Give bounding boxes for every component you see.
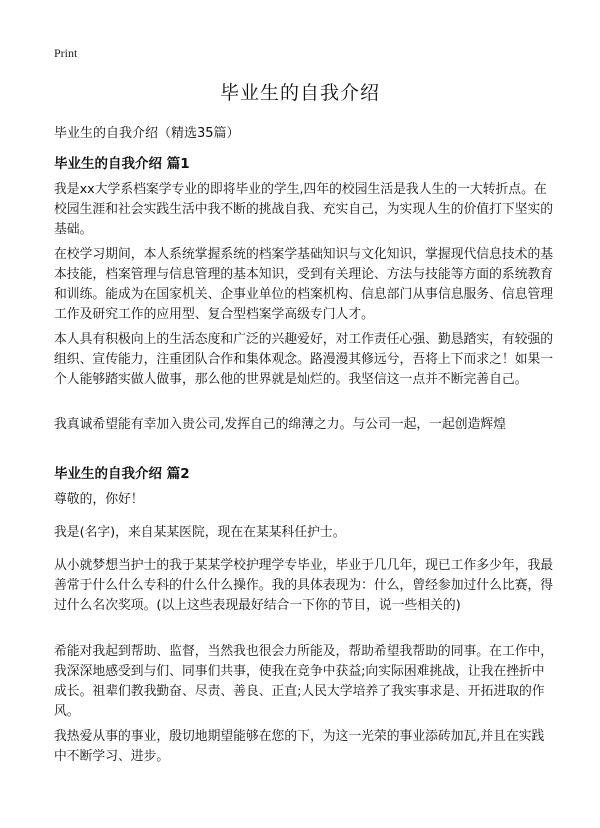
section-2-paragraph-4: 希能对我起到帮助、监督，当然我也很会力所能及，帮助希望我帮助的同事。在工作中，我深深地感受到与们、同事们共事，使我在竞争中获益;向实际困难挑战，让我在挫折中成长。祖辈们教我勤奋、尽责、善良、正直;人民大学培养了我实事求是、开拓进取的作风。 xyxy=(54,644,554,719)
section-1-paragraph-1: 我是xx大学系档案学专业的即将毕业的学生,四年的校园生活是我人生的一大转折点。在校园生涯和社会实践生活中我不断的挑战自我、充实自己，为实现人生的价值打下坚实的基础。 xyxy=(54,182,554,237)
print-link[interactable]: Print xyxy=(54,46,78,60)
section-2-paragraph-5: 我热爱从事的事业，殷切地期望能够在您的下，为这一光荣的事业添砖加瓦,并且在实践中不断学习、进步。 xyxy=(54,729,545,764)
section-2-paragraph-2: 我是(名字)，来自某某医院，现在在某某科任护士。 xyxy=(54,525,346,540)
page-title: 毕业生的自我介绍 xyxy=(219,82,380,104)
section-2-paragraph-3: 从小就梦想当护士的我于某某学校护理学专毕业，毕业于几几年，现已工作多少年，我最善常于什么什么专科的什么什么操作。我的具体表现为：什么，曾经参加过什么比赛，得过什么名次奖项。(以上这些表现最好结合一下你的节目，说一些相关的) xyxy=(54,558,554,613)
section-heading-2: 毕业生的自我介绍 篇2 xyxy=(54,466,190,482)
section-heading-1: 毕业生的自我介绍 篇1 xyxy=(54,156,190,172)
section-1-paragraph-2: 在校学习期间，本人系统掌握系统的档案学基础知识与文化知识，掌握现代信息技术的基本技能，档案管理与信息管理的基本知识，受到有关理论、方法与技能等方面的系统教育和训练。能成为在国家机关、企事业单位的档案机构、信息部门从事信息服务、信息管理工作及研究工作的应用型、复合型档案学高级专门人才。 xyxy=(54,247,554,322)
section-1-paragraph-3: 本人具有积极向上的生活态度和广泛的兴趣爱好，对工作责任心强、勤恳踏实，有较强的组织、宣传能力，注重团队合作和集体观念。路漫漫其修远兮，吾将上下而求之！如果一个人能够踏实做人做事，那么他的世界就是灿烂的。我坚信这一点并不断完善自己。 xyxy=(54,332,554,387)
section-1-paragraph-4: 我真诚希望能有幸加入贵公司,发挥自己的绵薄之力。与公司一起，一起创造辉煌 xyxy=(54,417,506,432)
document-subtitle: 毕业生的自我介绍（精选35篇） xyxy=(54,126,240,141)
section-2-paragraph-1: 尊敬的，你好！ xyxy=(54,492,144,507)
